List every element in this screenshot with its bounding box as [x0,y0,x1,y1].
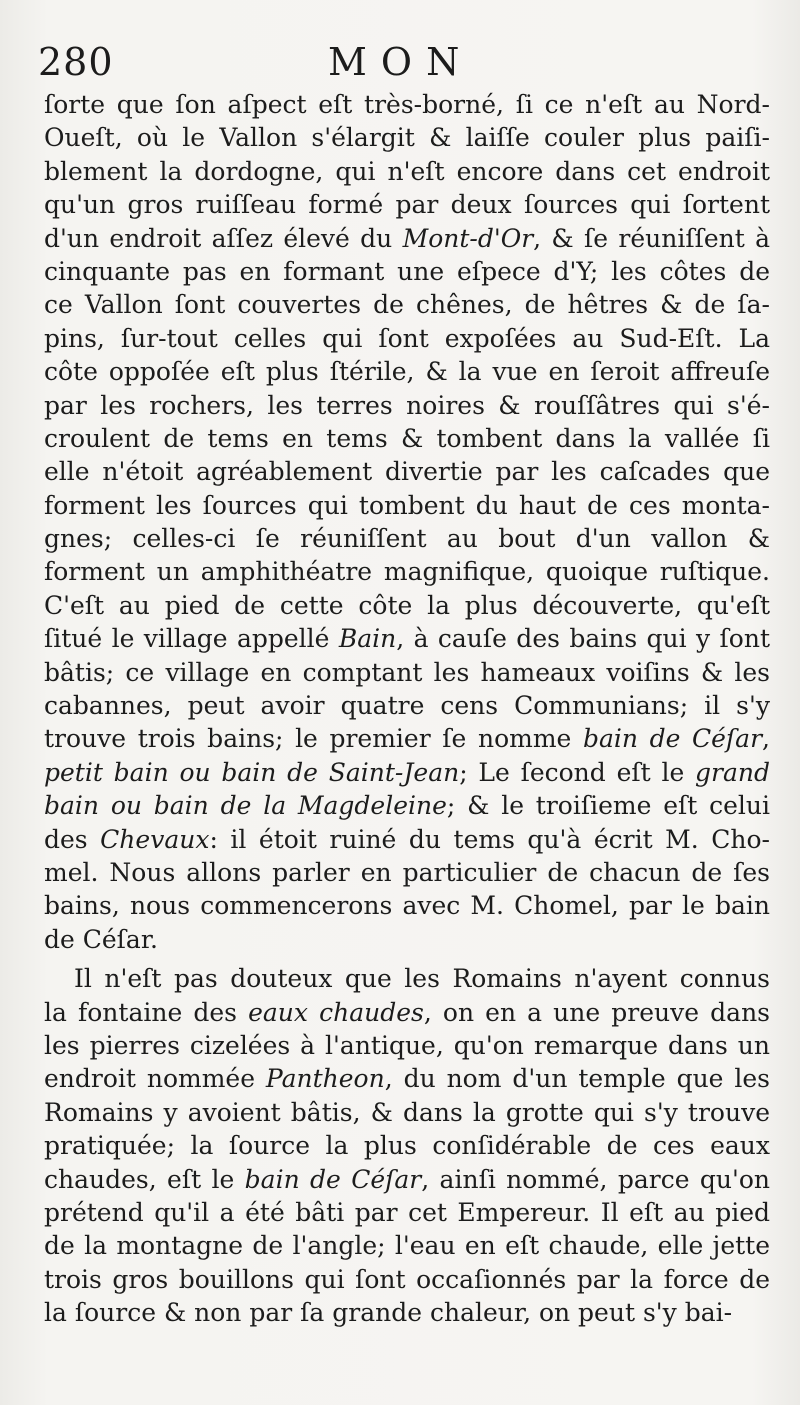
text-line [44,188,770,221]
italic-text: bain de Céſar [244,1164,422,1194]
text-segment: prétend qu'il a été bâti par cet Empereur. Il eſt au pied [44,1197,770,1227]
text-line [44,1096,770,1129]
text-line [44,455,770,488]
text-segment: trouve trois bains; le premier ſe nomme [44,724,583,754]
page-number: 280 [38,40,114,84]
text-line [44,889,770,922]
italic-text: Bain [338,624,397,654]
italic-text: Mont-d'Or [402,223,534,253]
text-segment: blement la dordogne, qui n'eſt encore dans cet endroit [44,156,770,186]
text-segment: cinquante pas en formant une eſpece d'Y; les côtes de [44,256,770,286]
text-segment: ce Vallon ſont couvertes de chênes, de hêtres & de ſa- [44,290,770,320]
text-line [44,1196,770,1229]
text-line [44,1129,770,1162]
text-line [44,962,770,995]
italic-text: petit bain ou bain de Saint-Jean [44,757,460,787]
text-segment: mel. Nous allons parler en particulier de chacun de ſes [44,857,770,887]
italic-text: Pantheon [265,1064,385,1094]
text-segment: ; Le ſecond eſt le [459,757,696,787]
text-line [44,689,770,722]
italic-text: eaux chaudes [248,997,424,1027]
text-line [44,88,770,121]
text-line [44,756,770,789]
text-segment: , ainſi nommé, parce qu'on [421,1164,770,1194]
text-segment: d'un endroit aſſez élevé du [44,223,403,253]
text-line [44,589,770,622]
text-line [44,355,770,388]
text-line [44,823,770,856]
text-line [44,1163,770,1196]
italic-text: grand [695,757,770,787]
text-line [44,856,770,889]
text-line [44,222,770,255]
italic-text: bain de Céſar [582,724,763,754]
text-line [44,322,770,355]
italic-text: Chevaux [100,824,210,854]
text-line [44,1062,770,1095]
text-line [44,255,770,288]
text-segment: ſorte que ſon aſpect eſt très-borné, ſi ce n'eſt au Nord- [44,90,770,119]
text-line [44,121,770,154]
text-segment: qu'un gros ruiſſeau formé par deux ſources qui ſortent [44,190,770,220]
text-segment: ; & le troiſieme eſt celui [446,791,770,821]
text-line [44,722,770,755]
text-segment: de la montagne de l'angle; l'eau en eſt chaude, elle jette [44,1231,770,1261]
text-segment: bains, nous commencerons avec M. Chomel, par le bain [44,891,770,921]
text-segment: C'eſt au pied de cette côte la plus découverte, qu'eſt [44,590,770,620]
text-segment: , à cauſe des bains qui y ſont [396,624,770,654]
text-line [44,1229,770,1262]
text-segment: la ſource & non par ſa grande chaleur, on peut s'y bai- [44,1298,733,1328]
text-line [44,422,770,455]
text-segment: par les rochers, les terres noires & rouſſâtres qui s'é- [44,390,770,420]
text-segment: des [44,824,101,854]
text-line [44,555,770,588]
text-line [44,1263,770,1296]
text-segment: cabannes, peut avoir quatre cens Communians; il s'y [44,691,770,721]
text-segment: trois gros bouillons qui ſont occaſionnés par la force de [44,1264,770,1294]
text-line [44,1029,770,1062]
text-segment: gnes; celles-ci ſe réuniſſent au bout d'un vallon & [44,524,770,554]
text-line [44,789,770,822]
text-line [44,489,770,522]
text-segment: , du nom d'un temple que les [384,1064,770,1094]
text-segment: forment un amphithéatre magnifique, quoique ruſtique. [44,557,770,587]
text-segment: : il étoit ruiné du tems qu'à écrit M. Cho- [209,824,770,854]
text-segment: Il n'eſt pas douteux que les Romains n'ayent connus [74,964,770,994]
text-line [44,155,770,188]
text-line [44,1296,770,1329]
text-line [44,923,770,956]
text-line [44,522,770,555]
page-header [38,40,778,88]
text-segment: Romains y avoient bâtis, & dans la grotte qui s'y trouve [44,1097,770,1127]
text-line [44,996,770,1029]
body-text [44,88,770,1329]
text-segment: chaudes, eſt le [44,1164,245,1194]
text-line [44,389,770,422]
text-segment: la fontaine des [44,997,249,1027]
text-segment: les pierres cizelées à l'antique, qu'on remarque dans un [44,1030,770,1060]
text-segment: ſitué le village appellé [44,624,339,654]
text-segment: Oueſt, où le Vallon s'élargit & laiſſe couler plus paiſi- [44,123,770,153]
text-segment: croulent de tems en tems & tombent dans la vallée ſi [44,423,770,453]
text-segment: endroit nommée [44,1064,266,1094]
text-segment: , [762,724,770,754]
text-segment: de Céſar. [44,924,158,954]
text-segment: pins, ſur-tout celles qui ſont expoſées au Sud-Eſt. La [44,323,770,353]
text-segment: , on en a une preuve dans [423,997,770,1027]
text-line [44,656,770,689]
text-segment: pratiquée; la ſource la plus conſidérable de ces eaux [44,1131,770,1161]
text-segment: forment les ſources qui tombent du haut de ces monta- [44,490,770,520]
text-segment: bâtis; ce village en comptant les hameaux voiſins & les [44,657,770,687]
italic-text: bain ou bain de la Magdeleine [44,791,447,821]
text-segment: côte oppoſée eſt plus ſtérile, & la vue en ſeroit affreuſe [44,357,770,387]
running-head: MON [328,40,474,84]
text-segment: , & ſe réuniſſent à [533,223,770,253]
text-segment: elle n'étoit agréablement divertie par les caſcades que [44,457,770,487]
text-line [44,622,770,655]
text-line [44,288,770,321]
